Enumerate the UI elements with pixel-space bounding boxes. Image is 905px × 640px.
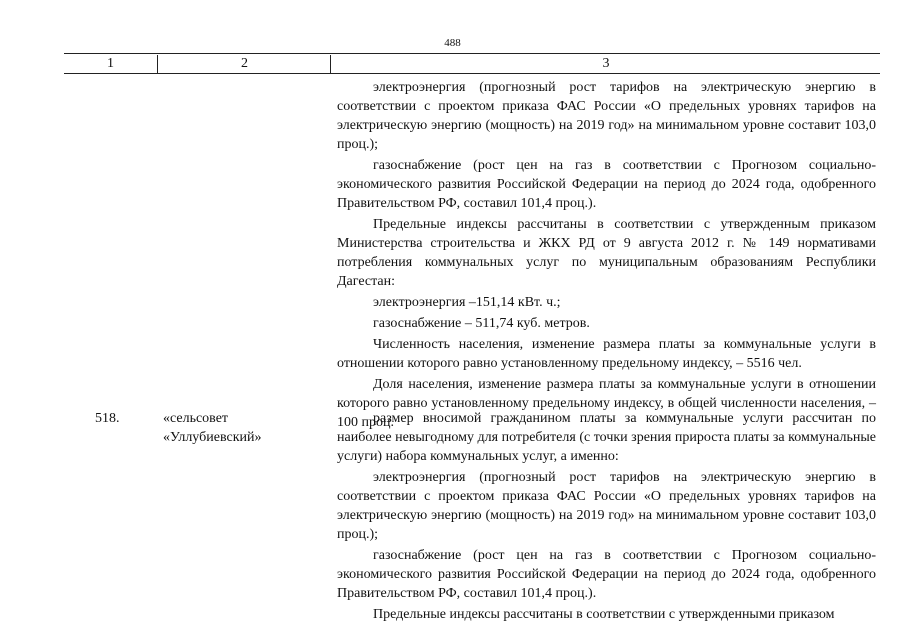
paragraph: газоснабжение (рост цен на газ в соответствии с Прогнозом социально-экономического развития Российской Федерации на период до 2024 года, одобренного Правительством РФ, составил 101,4 проц.). xyxy=(337,548,876,601)
paragraph: Предельные индексы рассчитаны в соответствии с утвержденными приказом xyxy=(373,607,835,622)
paragraph: электроэнергия (прогнозный рост тарифов на электрическую энергию в соответствии с проектом приказа ФАС России «О предельных уровнях тарифов на электрическую энергию (мощность) на 2019 год» на минимальном уровне составит 103,0 проц.); xyxy=(337,80,876,152)
paragraph: электроэнергия (прогнозный рост тарифов на электрическую энергию в соответствии с проектом приказа ФАС России «О предельных уровнях тарифов на электрическую энергию (мощность) на 2019 год» на минимальном уровне составит 103,0 проц.); xyxy=(337,470,876,542)
entry-name-line-1: «сельсовет xyxy=(163,411,229,426)
entry-number: 518. xyxy=(95,411,120,426)
page-number: 488 xyxy=(444,37,461,49)
paragraph: Численность населения, изменение размера платы за коммунальные услуги в отношении которого равно установленному предельному индексу, – 5516 чел. xyxy=(337,337,876,371)
header-col-1: 1 xyxy=(107,56,114,71)
table-header-row xyxy=(64,55,880,74)
entry-name xyxy=(163,409,333,447)
paragraph: Доля населения, изменение размера платы за коммунальные услуги в отношении которого равно установленному предельному индексу, в общей численности населения, – 100 проц. xyxy=(337,377,876,430)
paragraph: газоснабжение (рост цен на газ в соответствии с Прогнозом социально-экономического развития Российской Федерации на период до 2024 года, одобренного Правительством РФ, составил 101,4 проц.). xyxy=(337,158,876,211)
continuation-text xyxy=(337,78,876,432)
entry-name-line-2: «Уллубиевский» xyxy=(163,430,262,445)
paragraph: размер вносимой гражданином платы за коммунальные услуги рассчитан по наиболее невыгодному для потребителя (с точки зрения прироста платы за коммунальные услуги) набора коммунальных услуг, а именно: xyxy=(337,411,876,464)
paragraph: газоснабжение – 511,74 куб. метров. xyxy=(373,316,590,331)
paragraph: электроэнергия –151,14 кВт. ч.; xyxy=(373,295,561,310)
table-top-rule xyxy=(64,53,880,54)
entry-text xyxy=(337,409,876,624)
header-col-3: 3 xyxy=(330,55,881,73)
header-col-2: 2 xyxy=(157,55,331,73)
paragraph: Предельные индексы рассчитаны в соответствии с утвержденным приказом Министерства строительства и ЖКХ РД от 9 августа 2012 г. № 149 нормативами потребления коммунальных услуг по муниципальным образованиям Республики Дагестан: xyxy=(337,217,876,289)
